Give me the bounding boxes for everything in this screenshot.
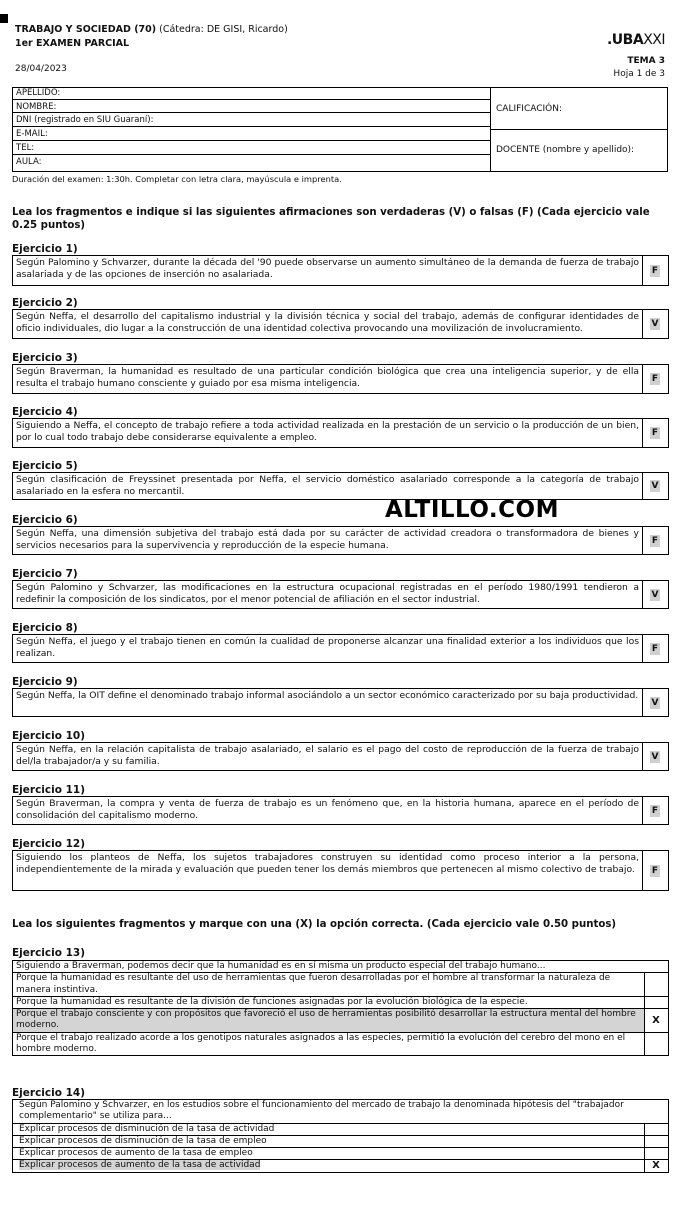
exercise-title: Ejercicio 11) [12, 784, 85, 796]
section1-heading: Lea los fragmentos e indique si las siguientes afirmaciones son verdaderas (V) o falsas (F) (Cada ejercicio vale 0.25 puntos) [12, 207, 650, 231]
answer-value: V [651, 589, 659, 600]
answer-cell[interactable] [642, 689, 668, 716]
answer-value: F [651, 643, 659, 654]
answer-value: V [651, 751, 659, 762]
dni-field[interactable]: DNI (registrado en SIU Guaraní): [13, 115, 491, 127]
exercise-title: Ejercicio 8) [12, 622, 78, 634]
option-text: Porque la humanidad es resultante del uso de herramientas que fueron desarrolladas por el hombre al transformar la naturaleza de manera instintiva. [13, 973, 645, 996]
altillo-watermark: ALTILLO.COM [385, 497, 559, 523]
answer-value: F [651, 265, 659, 276]
exercise-box [12, 472, 669, 500]
option-mark[interactable] [644, 997, 668, 1008]
exercise-box [12, 418, 669, 448]
option-mark[interactable]: X [652, 1014, 660, 1026]
exercise-box [12, 309, 669, 339]
answer-cell[interactable] [642, 527, 668, 554]
student-info-fields [13, 88, 491, 171]
exercise-box [12, 742, 669, 771]
question-stem [13, 961, 668, 973]
uba-logo [607, 32, 665, 48]
nombre-field[interactable]: NOMBRE: [13, 102, 491, 114]
answer-value: V [651, 481, 659, 491]
option-text-highlight: Explicar procesos de aumento de la tasa de actividad [19, 1160, 261, 1171]
exercise-statement: Siguiendo a Neffa, el concepto de trabajo refiere a toda actividad realizada en la prestación de un servicio o la producción de un bien, por lo cual todo trabajo debe considerarse equivalente a empleo. [13, 419, 643, 447]
exercise-statement: Según Neffa, la OIT define el denominado trabajo informal asociándolo a un sector económico caracterizado por su baja productividad. [13, 689, 643, 716]
exercise-box [12, 364, 669, 394]
answer-value: F [651, 428, 659, 438]
tema-label: TEMA 3 [627, 56, 665, 66]
exercise-statement: Según Neffa, el desarrollo del capitalismo industrial y la división técnica y social del trabajo, además de configurar identidades de oficio individuales, dio lugar a la construcción de una identidad colectiva provocando una movilización de involucramiento. [13, 310, 643, 338]
exercise-14-table [12, 1099, 669, 1173]
exercise-statement: Según Palomino y Schvarzer, durante la década del '90 puede observarse un aumento simultáneo de la demanda de fuerza de trabajo asalariada y de las opciones de inserción no asalariada. [13, 256, 643, 285]
exercise-statement: Siguiendo los planteos de Neffa, los sujetos trabajadores construyen su identidad como proceso interior a la persona, independientemente de la mirada y evaluación que pueden tener los demás miembros que pertenecen al mismo colectivo de trabajo. [13, 851, 643, 890]
corner-mark [0, 14, 8, 23]
answer-cell[interactable] [642, 419, 668, 447]
exercise-title: Ejercicio 5) [12, 460, 78, 472]
calificacion-field[interactable]: CALIFICACIÓN: [491, 88, 667, 130]
option-mark[interactable] [644, 1148, 668, 1159]
answer-cell[interactable] [642, 581, 668, 608]
option-row[interactable] [13, 1148, 668, 1160]
exercise-box [12, 796, 669, 825]
exercise-14-title: Ejercicio 14) [12, 1087, 85, 1099]
option-mark[interactable] [644, 1124, 668, 1135]
answer-cell[interactable] [642, 851, 668, 890]
option-row[interactable] [13, 1033, 668, 1056]
exercise-box [12, 634, 669, 663]
exercise-statement: Según Braverman, la humanidad es resultado de una particular condición biológica que crea una inteligencia superior, y de ella resulta el trabajo humano consciente y guiado por esa misma inteligencia. [13, 365, 643, 393]
answer-value: F [651, 805, 659, 816]
answer-value: V [651, 319, 659, 329]
answer-value: F [651, 374, 659, 384]
option-mark[interactable]: X [652, 1160, 660, 1172]
exercise-13-title: Ejercicio 13) [12, 947, 85, 959]
aula-field[interactable]: AULA: [16, 157, 42, 167]
exercise-title: Ejercicio 4) [12, 406, 78, 418]
option-text: Explicar procesos de disminución de la tasa de actividad [13, 1124, 645, 1135]
option-row[interactable] [13, 1124, 668, 1136]
course-chair: (Cátedra: DE GISI, Ricardo) [159, 24, 288, 35]
exercise-statement: Según Palomino y Schvarzer, las modificaciones en la estructura ocupacional registradas en el período 1980/1991 tendieron a redefinir la composición de los sindicatos, por el menor potencial de afiliación en el sector industrial. [13, 581, 643, 608]
option-text: Porque el trabajo consciente y con propósitos que favoreció el uso de herramientas posibilitó desarrollar la estructura mental del hombre moderno. [13, 1009, 645, 1032]
option-row[interactable] [13, 973, 668, 997]
answer-cell[interactable] [642, 743, 668, 770]
exercise-title: Ejercicio 3) [12, 352, 78, 364]
exercise-statement: Según Braverman, la compra y venta de fuerza de trabajo es un fenómeno que, en la historia humana, aparece en el período de consolidación del capitalismo moderno. [13, 797, 643, 824]
logo-suffix: XXI [643, 32, 665, 48]
answer-value: F [651, 535, 659, 546]
answer-value: V [651, 697, 659, 708]
exercise-title: Ejercicio 12) [12, 838, 85, 850]
exercise-box [12, 850, 669, 891]
exercise-13-table [12, 960, 669, 1056]
exercise-statement: Según clasificación de Freyssinet presentada por Neffa, el servicio doméstico asalariado corresponde a la categoría de trabajo asalariado en la esfera no mercantil. [13, 473, 643, 499]
exam-duration-note: Duración del examen: 1:30h. Completar con letra clara, mayúscula e imprenta. [12, 174, 342, 184]
question-stem [13, 1100, 668, 1124]
option-mark[interactable] [644, 1033, 668, 1056]
option-row-selected[interactable] [13, 1009, 668, 1033]
option-text: Explicar procesos de disminución de la tasa de empleo [13, 1136, 645, 1147]
answer-cell[interactable] [642, 635, 668, 662]
option-mark[interactable] [644, 1136, 668, 1147]
email-field[interactable]: E-MAIL: [13, 129, 491, 141]
exercise-box [12, 688, 669, 717]
logo-main: .UBA [606, 32, 644, 48]
exercise-title: Ejercicio 7) [12, 568, 78, 580]
option-mark[interactable] [644, 973, 668, 996]
exam-name: 1er EXAMEN PARCIAL [15, 38, 130, 49]
stem-text: Según Palomino y Schvarzer, en los estudios sobre el funcionamiento del mercado de trabajo la denominada hipótesis del "trabajador complementario" se utiliza para... [19, 1100, 624, 1122]
option-row-selected[interactable] [13, 1160, 668, 1171]
option-text [13, 1160, 645, 1171]
stem-text: Siguiendo a Braverman, podemos decir que la humanidad es en sí misma un producto especial del trabajo humano... [16, 961, 546, 971]
section2-heading: Lea los siguientes fragmentos y marque con una (X) la opción correcta. (Cada ejercicio vale 0.50 puntos) [12, 919, 617, 930]
option-text: Porque la humanidad es resultante de la división de funciones asignadas por la evolución biológica de la especie. [13, 997, 645, 1008]
exercise-statement: Según Neffa, una dimensión subjetiva del trabajo está dada por su carácter de actividad creadora o transformadora de bienes y servicios necesarios para la supervivencia y reproducción de la especie humana. [13, 527, 643, 554]
option-row[interactable] [13, 997, 668, 1009]
exercise-title: Ejercicio 2) [12, 297, 78, 309]
answer-cell[interactable] [642, 256, 668, 285]
apellido-field[interactable]: APELLIDO: [13, 88, 491, 100]
exercise-statement: Según Neffa, el juego y el trabajo tienen en común la cualidad de proponerse alcanzar una finalidad exterior a los individuos que los realizan. [13, 635, 643, 662]
exercise-box [12, 526, 669, 555]
exercise-title: Ejercicio 9) [12, 676, 78, 688]
course-title [15, 24, 288, 36]
exercise-box [12, 255, 669, 286]
answer-value: F [651, 865, 659, 876]
tel-field[interactable]: TEL: [13, 143, 491, 155]
student-info-table [12, 87, 668, 172]
option-text: Explicar procesos de aumento de la tasa de empleo [13, 1148, 645, 1159]
exam-date: 28/04/2023 [15, 64, 67, 74]
exercise-title: Ejercicio 6) [12, 514, 78, 526]
exercise-box [12, 580, 669, 609]
answer-cell[interactable] [642, 797, 668, 824]
answer-cell[interactable] [642, 473, 668, 499]
exercise-title: Ejercicio 10) [12, 730, 85, 742]
option-text: Porque el trabajo realizado acorde a los genotipos naturales asignados a las especies, permitió la evolución del cerebro del mono en el hombre moderno. [13, 1033, 645, 1056]
option-row[interactable] [13, 1136, 668, 1148]
page-counter: Hoja 1 de 3 [613, 69, 665, 79]
answer-cell[interactable] [642, 310, 668, 338]
answer-cell[interactable] [642, 365, 668, 393]
exercise-title: Ejercicio 1) [12, 243, 78, 255]
course-name: TRABAJO Y SOCIEDAD (70) [15, 24, 157, 35]
docente-field[interactable]: DOCENTE (nombre y apellido): [496, 145, 635, 155]
exercise-statement: Según Neffa, en la relación capitalista de trabajo asalariado, el salario es el pago del costo de reproducción de la fuerza de trabajo del/la trabajador/a y su familia. [13, 743, 643, 770]
